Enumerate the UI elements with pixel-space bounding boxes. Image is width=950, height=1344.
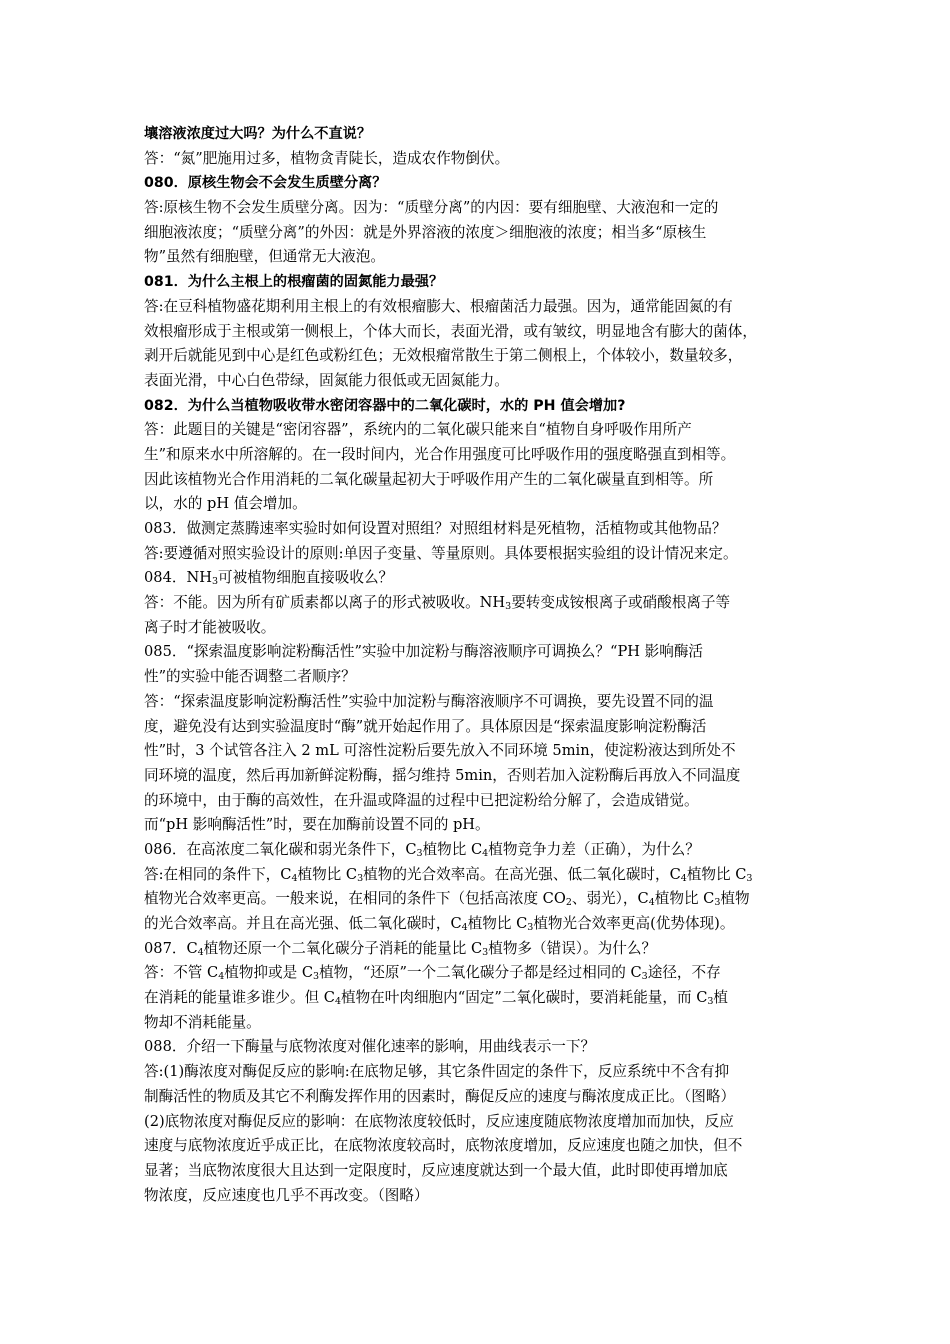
text-run: 剥开后就能见到中心是红色或粉红色；无效根瘤常散生于第二侧根上，个体较小，数量较多， bbox=[144, 347, 743, 365]
text-line bbox=[144, 443, 812, 468]
text-run: 答:在豆科植物盛花期利用主根上的有效根瘤膨大、根瘤菌活力最强。因为，通常能固氮的有 bbox=[144, 297, 733, 315]
document-page bbox=[144, 122, 812, 1208]
text-line bbox=[144, 912, 812, 937]
subscript: 3 bbox=[707, 996, 714, 1008]
text-line bbox=[144, 245, 812, 270]
text-line bbox=[144, 295, 812, 320]
subscript: 2 bbox=[565, 897, 572, 909]
text-run: 080．原核生物会不会发生质壁分离？ bbox=[144, 175, 387, 192]
text-run: 生”和原来水中所溶解的。在一段时间内，光合作用强度可比呼吸作用的强度略强直到相等。 bbox=[144, 445, 736, 463]
text-line bbox=[144, 1159, 812, 1184]
text-run: 植物抑或是 C bbox=[224, 964, 314, 982]
text-run: 答：“探索温度影响淀粉酶活性”实验中加淀粉与酶溶液顺序不可调换，要先设置不同的温 bbox=[144, 692, 714, 710]
text-line bbox=[144, 320, 812, 345]
text-line bbox=[144, 221, 812, 246]
subscript: 3 bbox=[211, 576, 218, 588]
text-run: 制酶活性的物质及其它不利酶发挥作用的因素时，酶促反应的速度与酶浓度成正比。（图略） bbox=[144, 1087, 736, 1105]
text-run: 答:(1)酶浓度对酶促反应的影响:在底物足够，其它条件固定的条件下，反应系统中不含有抑 bbox=[144, 1063, 730, 1081]
question-heading-line bbox=[144, 270, 812, 295]
text-run: (2)底物浓度对酶促反应的影响：在底物浓度较低时，反应速度随底物浓度增加而加快，反应 bbox=[144, 1112, 734, 1130]
text-line bbox=[144, 838, 812, 863]
text-line bbox=[144, 937, 812, 962]
text-run: 答:在相同的条件下，C bbox=[144, 865, 292, 883]
subscript: 4 bbox=[218, 971, 225, 983]
text-line bbox=[144, 764, 812, 789]
text-line bbox=[144, 1060, 812, 1085]
text-run: 植物比 C bbox=[686, 865, 747, 883]
text-line bbox=[144, 616, 812, 641]
text-line bbox=[144, 468, 812, 493]
text-run: 的环境中，由于酶的高效性，在升温或降温的过程中已把淀粉给分解了，会造成错觉。 bbox=[144, 791, 699, 809]
text-run: 要转变成铵根离子或硝酸根离子等 bbox=[511, 594, 731, 612]
text-run: 壤溶液浓度过大吗？为什么不直说？ bbox=[144, 126, 372, 142]
text-run: 植物多（错误）。为什么？ bbox=[488, 939, 657, 957]
text-run: 可被植物细胞直接吸收么？ bbox=[218, 569, 394, 587]
text-run: 表面光滑，中心白色带绿，固氮能力很低或无固氮能力。 bbox=[144, 371, 509, 389]
text-line bbox=[144, 369, 812, 394]
text-run: 答：不能。因为所有矿质素都以离子的形式被吸收。NH bbox=[144, 594, 506, 612]
text-run: 答:要遵循对照实验设计的原则:单因子变量、等量原则。具体要根据实验组的设计情况来定。 bbox=[144, 544, 738, 562]
text-line bbox=[144, 690, 812, 715]
text-run: 植物比 C bbox=[467, 915, 528, 932]
text-line bbox=[144, 961, 812, 986]
text-run: 植 bbox=[713, 989, 729, 1007]
text-run: 082．为什么当植物吸收带水密闭容器中的二氧化碳时，水的 PH 值会增加? bbox=[144, 397, 626, 414]
text-run: 084．NH bbox=[144, 569, 212, 587]
text-run: 植物还原一个二氧化碳分子消耗的能量比 C bbox=[203, 939, 483, 957]
text-run: 物却不消耗能量。 bbox=[144, 1013, 261, 1031]
text-run: 答：“氮”肥施用过多，植物贪青陡长，造成农作物倒伏。 bbox=[144, 149, 510, 167]
text-run: 植物 bbox=[720, 890, 750, 908]
subscript: 4 bbox=[648, 897, 655, 909]
text-run: 物”虽然有细胞壁，但通常无大液泡。 bbox=[144, 248, 385, 266]
text-run: 度，避免没有达到实验温度时“酶”就开始起作用了。具体原因是“探索温度影响淀粉酶活 bbox=[144, 717, 707, 735]
text-line bbox=[144, 1184, 812, 1209]
subscript: 4 bbox=[461, 922, 468, 933]
subscript: 4 bbox=[680, 872, 687, 884]
text-run: 植物光合效率更高。一般来说，在相同的条件下（包括高浓度 CO bbox=[144, 890, 566, 908]
text-run: 而“pH 影响酶活性”时，要在加酶前设置不同的 pH。 bbox=[144, 816, 490, 834]
subscript: 3 bbox=[505, 601, 512, 613]
text-run: 效根瘤形成于主根或第一侧根上，个体大而长，表面光滑，或有皱纹，明显地含有膨大的菌体， bbox=[144, 322, 757, 340]
text-run: 答:原核生物不会发生质壁分离。因为：“质壁分离”的内因：要有细胞壁、大液泡和一定的 bbox=[144, 199, 719, 217]
subscript: 3 bbox=[357, 872, 364, 884]
question-heading-line bbox=[144, 394, 812, 419]
subscript: 4 bbox=[482, 847, 489, 859]
text-line bbox=[144, 344, 812, 369]
text-run: 088．介绍一下酶量与底物浓度对催化速率的影响，用曲线表示一下？ bbox=[144, 1038, 596, 1056]
text-run: 植物比 C bbox=[654, 890, 715, 908]
text-run: 答：此题目的关键是“密闭容器”，系统内的二氧化碳只能来自“植物自身呼吸作用所产 bbox=[144, 421, 692, 439]
text-line bbox=[144, 1035, 812, 1060]
text-run: 因此该植物光合作用消耗的二氧化碳量起初大于呼吸作用产生的二氧化碳量直到相等。所 bbox=[144, 470, 714, 488]
text-line bbox=[144, 715, 812, 740]
text-line bbox=[144, 739, 812, 764]
text-line bbox=[144, 887, 812, 912]
text-run: 物浓度，反应速度也几乎不再改变。（图略） bbox=[144, 1186, 429, 1204]
text-line bbox=[144, 542, 812, 567]
text-run: 081．为什么主根上的根瘤菌的固氮能力最强？ bbox=[144, 274, 444, 291]
text-run: 植物的光合效率高。在高光强、低二氧化碳时，C bbox=[363, 865, 681, 883]
question-heading-line bbox=[144, 122, 812, 147]
text-run: 植物，“还原”一个二氧化碳分子都是经过相同的 C bbox=[319, 964, 642, 982]
text-run: 083．做测定蒸腾速率实验时如何设置对照组？对照组材料是死植物，活植物或其他物品？ bbox=[144, 520, 727, 537]
text-line bbox=[144, 418, 812, 443]
text-run: 细胞液浓度；“质壁分离”的外因：就是外界溶液的浓度＞细胞液的浓度；相当多“原核生 bbox=[144, 223, 707, 241]
text-line bbox=[144, 1011, 812, 1036]
subscript: 3 bbox=[641, 971, 648, 983]
subscript: 3 bbox=[527, 922, 534, 933]
text-line bbox=[144, 1085, 812, 1110]
text-line bbox=[144, 986, 812, 1011]
text-line bbox=[144, 517, 812, 542]
text-line bbox=[144, 640, 812, 665]
text-run: 性”时，3 个试管各注入 2 mL 可溶性淀粉后要先放入不同环境 5min，使淀粉液达到所处不 bbox=[144, 742, 736, 760]
text-run: 、弱光），C bbox=[571, 890, 649, 908]
text-line bbox=[144, 863, 812, 888]
text-run: 085．“探索温度影响淀粉酶活性”实验中加淀粉与酶溶液顺序可调换么？“PH 影响酶活 bbox=[144, 643, 704, 661]
text-run: 087．C bbox=[144, 939, 198, 957]
text-run: 答：不管 C bbox=[144, 964, 219, 982]
text-run: 植物竞争力差（正确），为什么？ bbox=[488, 840, 700, 858]
text-line bbox=[144, 147, 812, 172]
subscript: 3 bbox=[416, 847, 423, 859]
text-run: 在消耗的能量谁多谁少。但 C bbox=[144, 989, 335, 1007]
text-line bbox=[144, 196, 812, 221]
subscript: 3 bbox=[746, 872, 753, 884]
question-heading-line bbox=[144, 171, 812, 196]
subscript: 4 bbox=[334, 996, 341, 1008]
text-run: 途径，不存 bbox=[647, 964, 721, 982]
text-run: 显著；当底物浓度很大且达到一定限度时，反应速度就达到一个最大值，此时即使再增加底 bbox=[144, 1161, 728, 1179]
subscript: 3 bbox=[313, 971, 320, 983]
text-run: 植物比 C bbox=[422, 840, 483, 858]
subscript: 3 bbox=[482, 946, 489, 958]
text-line bbox=[144, 492, 812, 517]
text-run: 速度与底物浓度近乎成正比，在底物浓度较高时，底物浓度增加，反应速度也随之加快，但不 bbox=[144, 1137, 743, 1155]
text-line bbox=[144, 566, 812, 591]
text-run: 同环境的温度，然后再加新鲜淀粉酶，摇匀维持 5min，否则若加入淀粉酶后再放入不同温度 bbox=[144, 766, 741, 784]
text-line bbox=[144, 591, 812, 616]
text-run: 性”的实验中能否调整二者顺序？ bbox=[144, 668, 356, 686]
text-run: 植物在叶肉细胞内“固定”二氧化碳时，要消耗能量，而 C bbox=[340, 989, 708, 1007]
text-run: 的光合效率高。并且在高光强、低二氧化碳时，C bbox=[144, 915, 462, 932]
text-run: 植物光合效率更高(优势体现)。 bbox=[533, 915, 735, 932]
subscript: 4 bbox=[291, 872, 298, 884]
text-run: 086．在高浓度二氧化碳和弱光条件下，C bbox=[144, 840, 417, 858]
subscript: 4 bbox=[197, 946, 204, 958]
text-line bbox=[144, 1134, 812, 1159]
text-line bbox=[144, 789, 812, 814]
text-run: 以，水的 pH 值会增加。 bbox=[144, 495, 307, 513]
text-line bbox=[144, 1110, 812, 1135]
text-line bbox=[144, 665, 812, 690]
text-run: 植物比 C bbox=[297, 865, 358, 883]
subscript: 3 bbox=[714, 897, 721, 909]
text-run: 离子时才能被吸收。 bbox=[144, 618, 276, 636]
text-line bbox=[144, 813, 812, 838]
